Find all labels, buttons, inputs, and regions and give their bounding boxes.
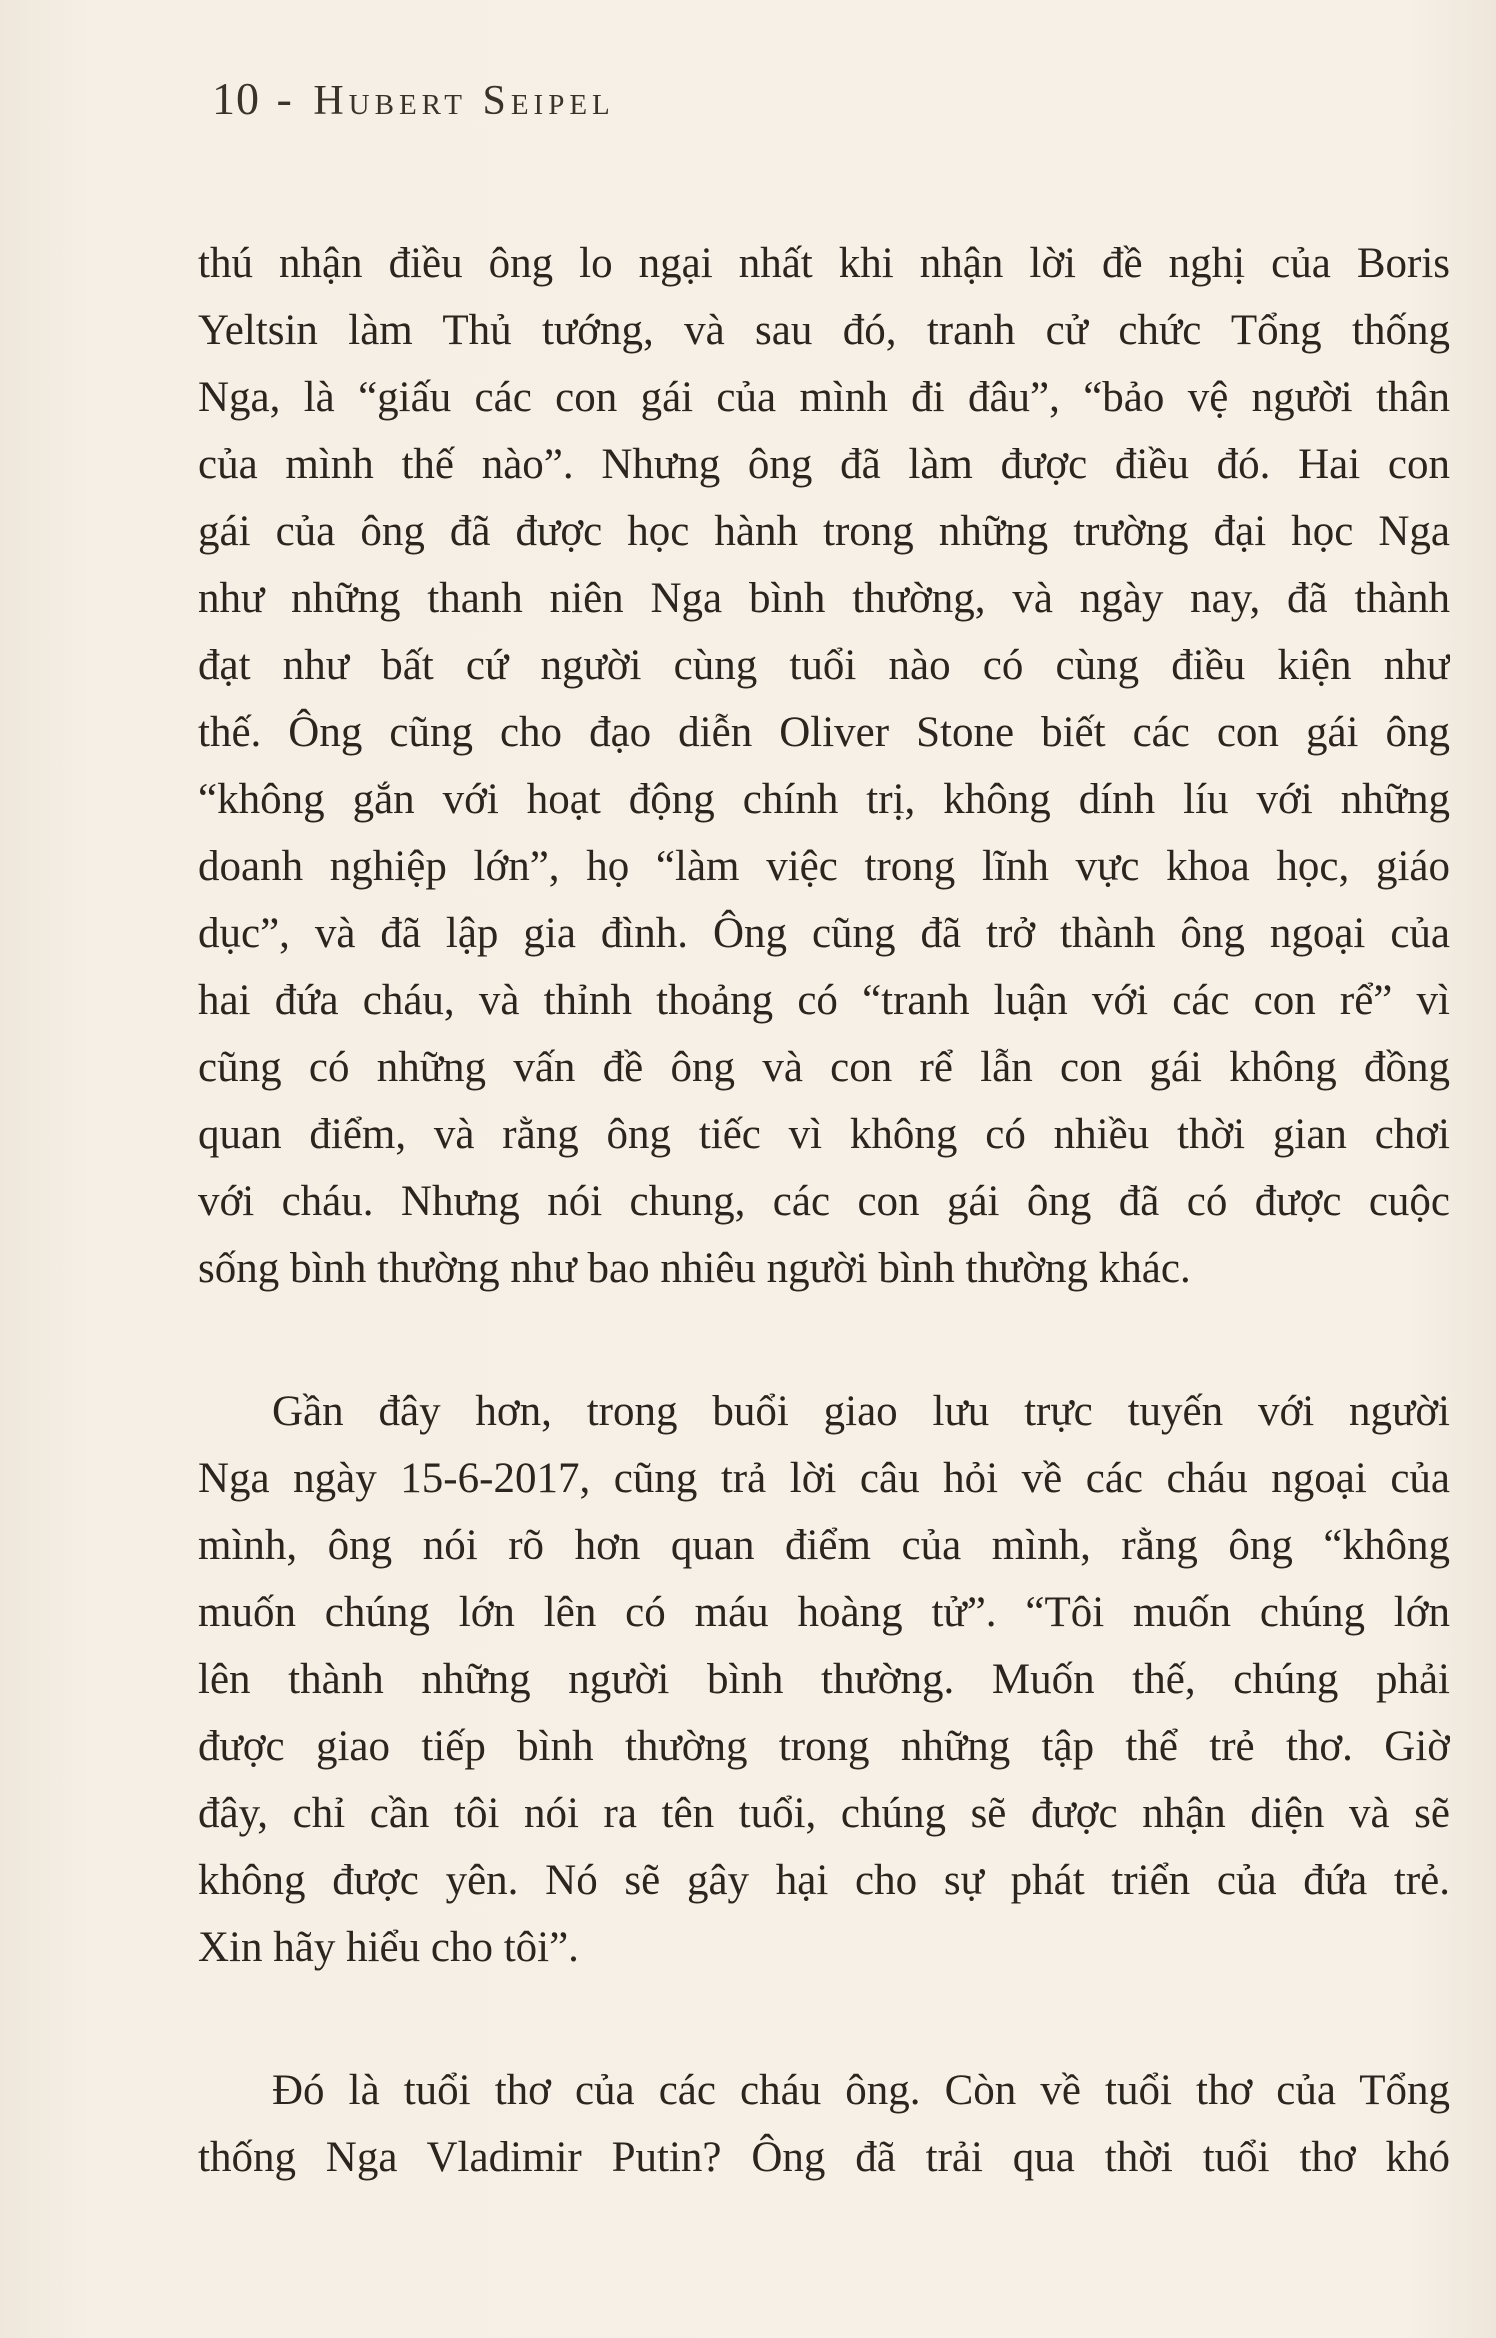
text-line: Yeltsin làm Thủ tướng, và sau đó, tranh cử chức Tổng thống bbox=[198, 307, 1450, 354]
text-line: sống bình thường như bao nhiêu người bình thường khác. bbox=[198, 1245, 1191, 1292]
text-line: mình, ông nói rõ hơn quan điểm của mình, rằng ông “không bbox=[198, 1522, 1450, 1569]
body-text bbox=[198, 230, 1450, 2191]
text-line: Nga, là “giấu các con gái của mình đi đâu”, “bảo vệ người thân bbox=[198, 374, 1450, 421]
author-name: Hubert Seipel bbox=[313, 78, 615, 124]
text-line: dục”, và đã lập gia đình. Ông cũng đã trở thành ông ngoại của bbox=[198, 910, 1450, 957]
text-line: Đó là tuổi thơ của các cháu ông. Còn về tuổi thơ của Tổng bbox=[272, 2067, 1450, 2114]
text-line: đạt như bất cứ người cùng tuổi nào có cùng điều kiện như bbox=[198, 642, 1450, 689]
running-head bbox=[212, 72, 615, 125]
text-line: thế. Ông cũng cho đạo diễn Oliver Stone biết các con gái ông bbox=[198, 709, 1450, 756]
text-line: lên thành những người bình thường. Muốn thế, chúng phải bbox=[198, 1656, 1450, 1703]
text-line: thú nhận điều ông lo ngại nhất khi nhận lời đề nghị của Boris bbox=[198, 240, 1450, 287]
text-line: Gần đây hơn, trong buổi giao lưu trực tuyến với người bbox=[272, 1388, 1450, 1435]
text-line: Xin hãy hiểu cho tôi”. bbox=[198, 1924, 579, 1971]
paragraph-1 bbox=[198, 230, 1450, 1302]
text-line: đây, chỉ cần tôi nói ra tên tuổi, chúng sẽ được nhận diện và sẽ bbox=[198, 1790, 1450, 1837]
text-line: thống Nga Vladimir Putin? Ông đã trải qua thời tuổi thơ khó bbox=[198, 2134, 1450, 2181]
text-line: của mình thế nào”. Nhưng ông đã làm được điều đó. Hai con bbox=[198, 441, 1450, 488]
text-line: gái của ông đã được học hành trong những trường đại học Nga bbox=[198, 508, 1450, 555]
page-number: 10 bbox=[212, 73, 260, 124]
text-line: hai đứa cháu, và thỉnh thoảng có “tranh luận với các con rể” vì bbox=[198, 977, 1450, 1024]
running-head-separator: - bbox=[260, 73, 314, 124]
text-line: cũng có những vấn đề ông và con rể lẫn con gái không đồng bbox=[198, 1044, 1450, 1091]
text-line: như những thanh niên Nga bình thường, và ngày nay, đã thành bbox=[198, 575, 1450, 622]
text-line: “không gắn với hoạt động chính trị, không dính líu với những bbox=[198, 776, 1450, 823]
paragraph-2 bbox=[198, 1378, 1450, 1981]
text-line: được giao tiếp bình thường trong những tập thể trẻ thơ. Giờ bbox=[198, 1723, 1450, 1770]
text-line: với cháu. Nhưng nói chung, các con gái ông đã có được cuộc bbox=[198, 1178, 1450, 1225]
paragraph-3 bbox=[198, 2057, 1450, 2191]
text-line: Nga ngày 15-6-2017, cũng trả lời câu hỏi về các cháu ngoại của bbox=[198, 1455, 1450, 1502]
text-line: muốn chúng lớn lên có máu hoàng tử”. “Tôi muốn chúng lớn bbox=[198, 1589, 1450, 1636]
text-line: doanh nghiệp lớn”, họ “làm việc trong lĩnh vực khoa học, giáo bbox=[198, 843, 1450, 890]
text-line: không được yên. Nó sẽ gây hại cho sự phát triển của đứa trẻ. bbox=[198, 1857, 1450, 1904]
text-line: quan điểm, và rằng ông tiếc vì không có nhiều thời gian chơi bbox=[198, 1111, 1450, 1158]
